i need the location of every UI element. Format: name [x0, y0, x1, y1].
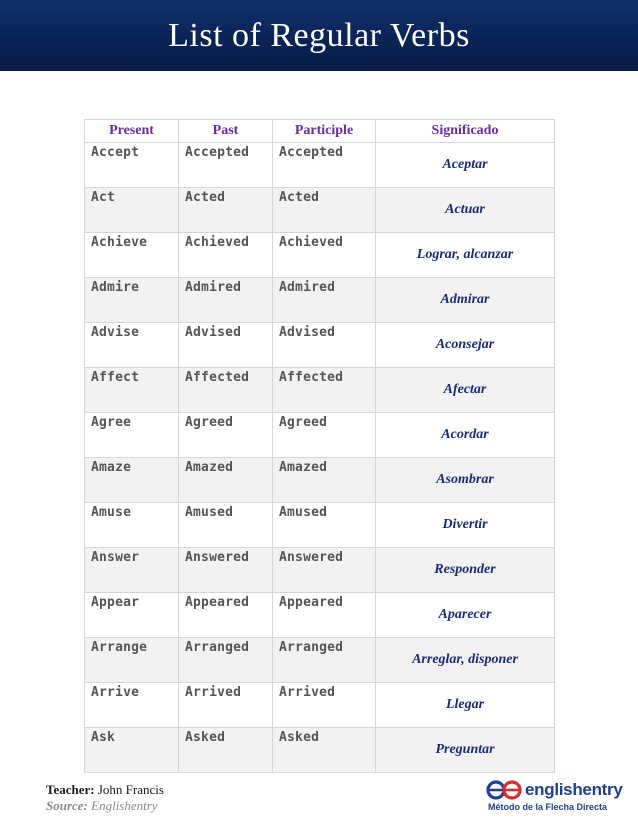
participle-cell: Arrived [273, 683, 376, 728]
participle-cell: Amused [273, 503, 376, 548]
present-cell: Agree [85, 413, 179, 458]
present-cell: Advise [85, 323, 179, 368]
past-cell: Answered [179, 548, 273, 593]
past-cell: Amused [179, 503, 273, 548]
table-header-row [85, 120, 555, 143]
table-row [85, 458, 555, 503]
source-line [46, 798, 164, 814]
meaning-cell: Actuar [376, 188, 555, 233]
present-cell: Answer [85, 548, 179, 593]
table-row [85, 503, 555, 548]
past-cell: Affected [179, 368, 273, 413]
present-cell: Amuse [85, 503, 179, 548]
past-cell: Arrived [179, 683, 273, 728]
meaning-cell: Preguntar [376, 728, 555, 773]
column-header-past: Past [179, 120, 273, 143]
logo-wordmark: englishentry [525, 780, 623, 799]
table-row [85, 368, 555, 413]
table-row [85, 143, 555, 188]
present-cell: Ask [85, 728, 179, 773]
present-cell: Appear [85, 593, 179, 638]
present-cell: Accept [85, 143, 179, 188]
teacher-label: Teacher: [46, 782, 95, 797]
participle-cell: Answered [273, 548, 376, 593]
present-cell: Amaze [85, 458, 179, 503]
teacher-line [46, 782, 164, 798]
table-row [85, 638, 555, 683]
double-e-logo-icon [486, 780, 524, 800]
table-row [85, 593, 555, 638]
verbs-table [84, 119, 555, 773]
meaning-cell: Asombrar [376, 458, 555, 503]
table-row [85, 683, 555, 728]
table-row [85, 188, 555, 233]
past-cell: Accepted [179, 143, 273, 188]
meaning-cell: Afectar [376, 368, 555, 413]
past-cell: Admired [179, 278, 273, 323]
meaning-cell: Llegar [376, 683, 555, 728]
englishentry-logo [486, 779, 626, 813]
page-title: List of Regular Verbs [168, 16, 470, 54]
participle-cell: Arranged [273, 638, 376, 683]
column-header-significado: Significado [376, 120, 555, 143]
meaning-cell: Aparecer [376, 593, 555, 638]
page-header [0, 0, 638, 71]
present-cell: Admire [85, 278, 179, 323]
source-name: Englishentry [91, 798, 158, 813]
present-cell: Act [85, 188, 179, 233]
participle-cell: Agreed [273, 413, 376, 458]
past-cell: Advised [179, 323, 273, 368]
table-row [85, 278, 555, 323]
source-label: Source: [46, 798, 88, 813]
meaning-cell: Responder [376, 548, 555, 593]
past-cell: Amazed [179, 458, 273, 503]
column-header-present: Present [85, 120, 179, 143]
past-cell: Appeared [179, 593, 273, 638]
table-row [85, 233, 555, 278]
past-cell: Agreed [179, 413, 273, 458]
table-row [85, 323, 555, 368]
participle-cell: Accepted [273, 143, 376, 188]
participle-cell: Acted [273, 188, 376, 233]
participle-cell: Admired [273, 278, 376, 323]
past-cell: Asked [179, 728, 273, 773]
meaning-cell: Divertir [376, 503, 555, 548]
table-row [85, 548, 555, 593]
footer-credits [46, 782, 164, 814]
past-cell: Arranged [179, 638, 273, 683]
past-cell: Acted [179, 188, 273, 233]
meaning-cell: Arreglar, disponer [376, 638, 555, 683]
present-cell: Arrange [85, 638, 179, 683]
participle-cell: Amazed [273, 458, 376, 503]
participle-cell: Achieved [273, 233, 376, 278]
meaning-cell: Admirar [376, 278, 555, 323]
table-row [85, 728, 555, 773]
table-row [85, 413, 555, 458]
meaning-cell: Lograr, alcanzar [376, 233, 555, 278]
present-cell: Achieve [85, 233, 179, 278]
participle-cell: Advised [273, 323, 376, 368]
column-header-participle: Participle [273, 120, 376, 143]
meaning-cell: Aceptar [376, 143, 555, 188]
teacher-name: John Francis [97, 782, 164, 797]
past-cell: Achieved [179, 233, 273, 278]
present-cell: Affect [85, 368, 179, 413]
participle-cell: Appeared [273, 593, 376, 638]
meaning-cell: Acordar [376, 413, 555, 458]
logo-tagline: Método de la Flecha Directa [488, 802, 608, 812]
participle-cell: Asked [273, 728, 376, 773]
participle-cell: Affected [273, 368, 376, 413]
meaning-cell: Aconsejar [376, 323, 555, 368]
present-cell: Arrive [85, 683, 179, 728]
